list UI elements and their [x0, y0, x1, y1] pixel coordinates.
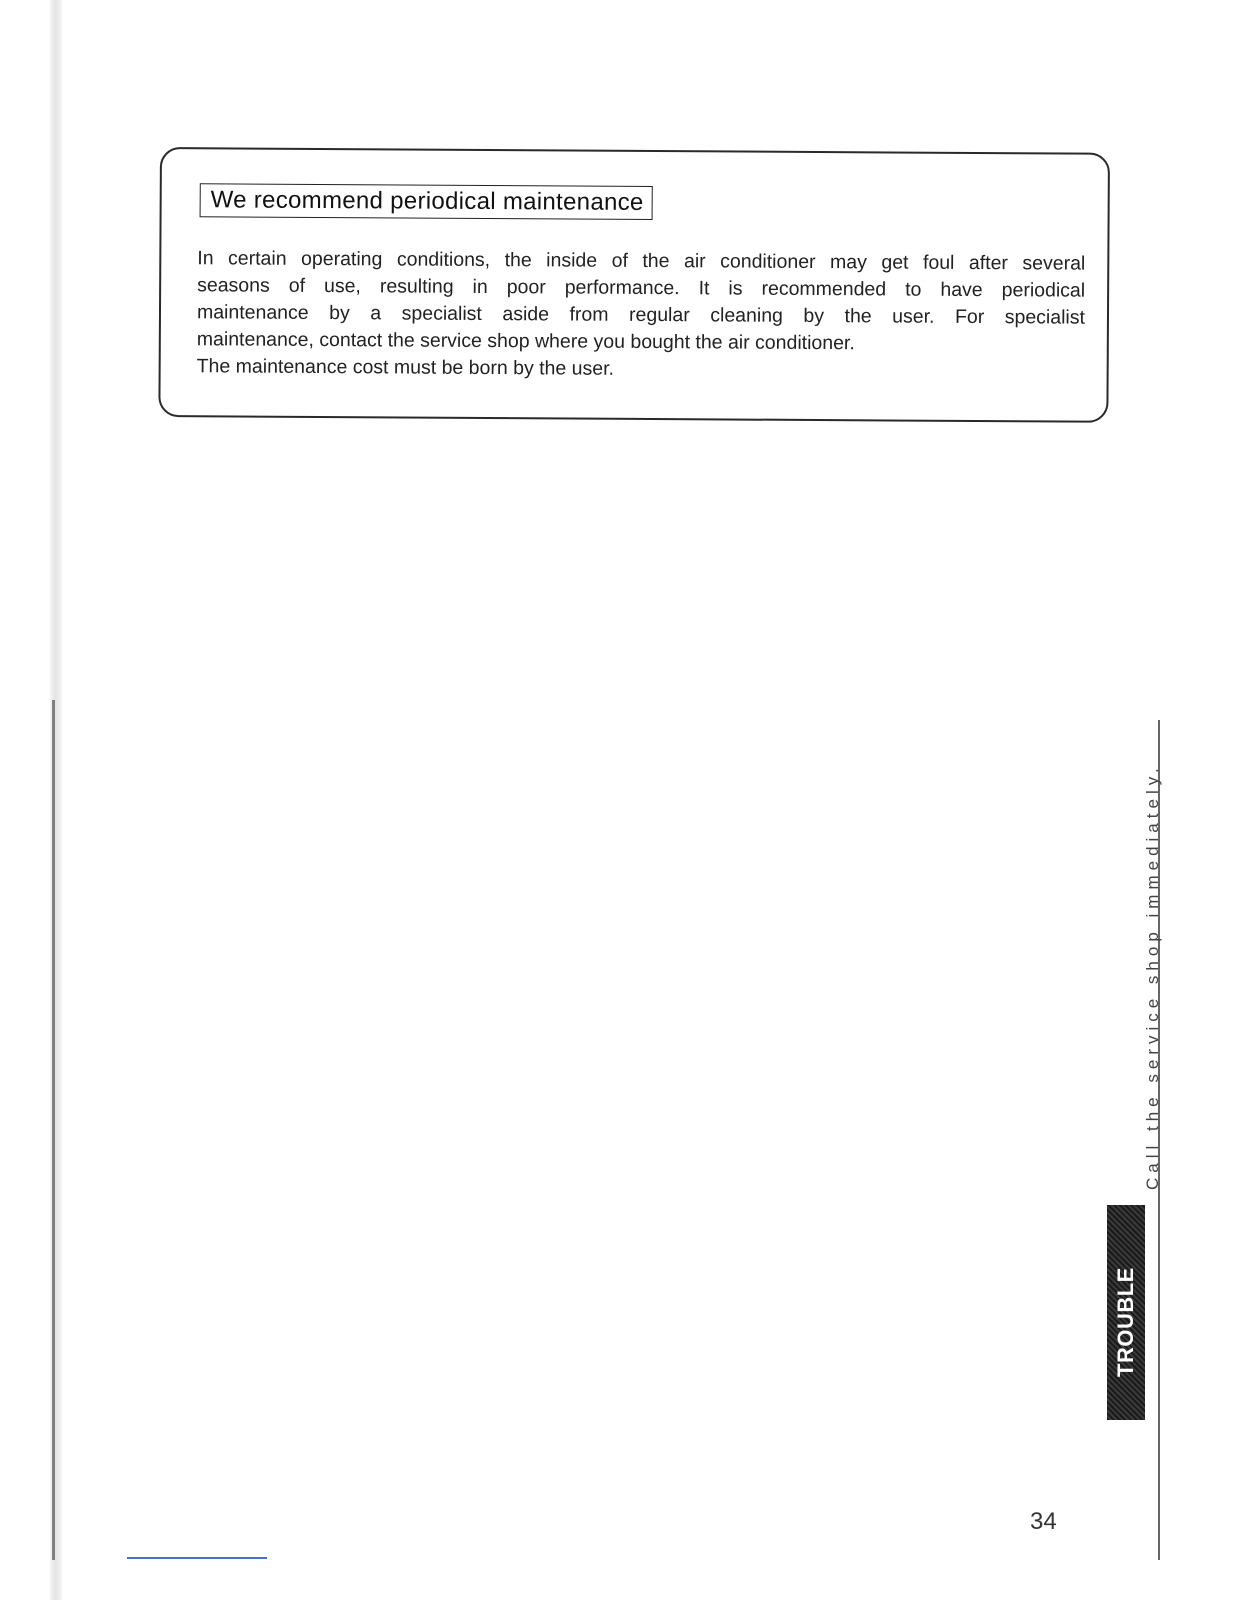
binding-edge-shadow	[52, 700, 55, 1560]
notice-line-5: The maintenance cost must be born by the user.	[196, 355, 615, 380]
notice-line-4: maintenance, contact the service shop where you bought the air conditioner.	[196, 328, 855, 355]
notice-title: We recommend periodical maintenance	[200, 183, 653, 220]
maintenance-notice-box	[158, 147, 1110, 423]
notice-body	[197, 245, 1086, 385]
notice-line-3: maintenance by a specialist aside from regular cleaning by the user. For specialist	[196, 301, 1086, 329]
page-number: 34	[1030, 1508, 1057, 1535]
section-tab-label: TROUBLE	[1113, 1267, 1138, 1377]
side-caption: Call the service shop immediately.	[1143, 763, 1162, 1190]
footer-underline	[127, 1557, 267, 1559]
section-tab-trouble	[1107, 1205, 1145, 1420]
notice-line-2: seasons of use, resulting in poor performance. It is recommended to have periodical	[197, 274, 1086, 302]
notice-line-1: In certain operating conditions, the inside of the air conditioner may get foul after several	[197, 247, 1086, 275]
